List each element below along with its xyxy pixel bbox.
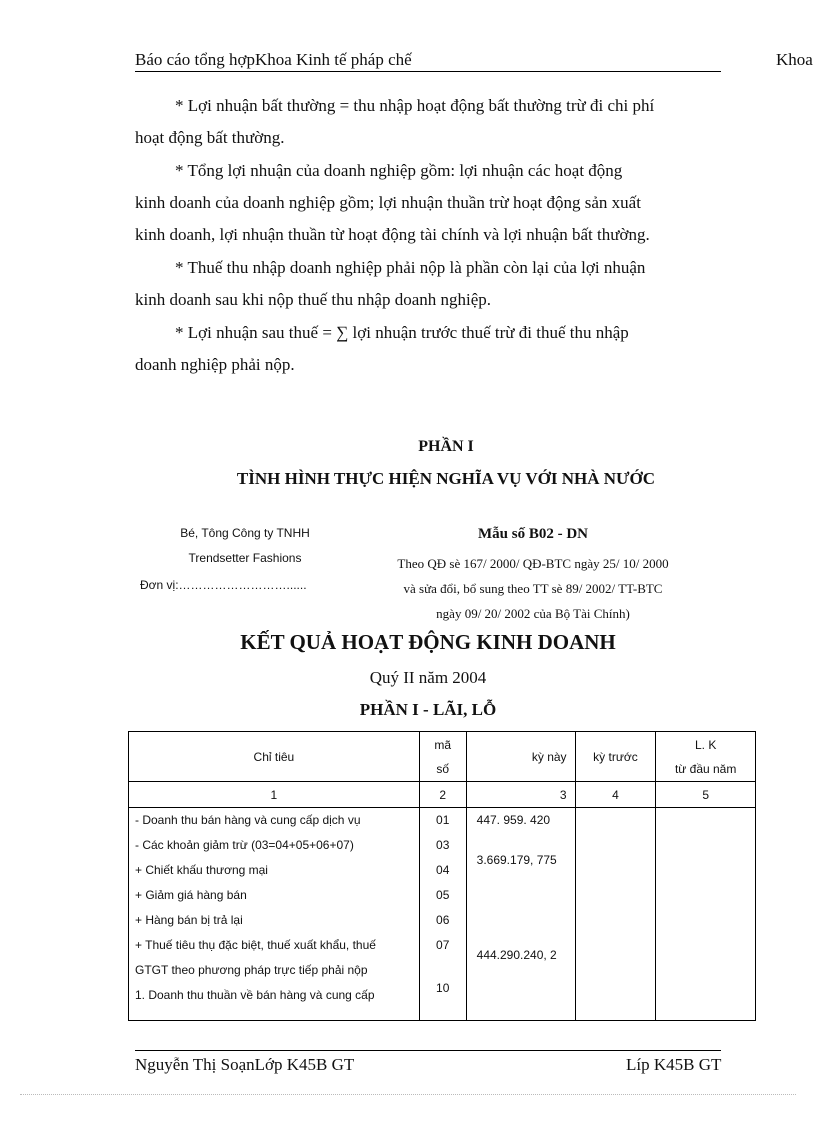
header-divider [135,71,721,72]
paragraph-2 [135,155,718,251]
current-value-cell: 3.669.179, 775 [476,853,557,867]
code-cell: 03 [436,838,450,852]
income-statement-table [128,731,756,1021]
current-value-cell: 447. 959. 420 [476,813,551,827]
paragraph-4-line-2: doanh nghiệp phải nộp. [135,355,295,374]
current-period-column [466,808,575,1021]
unit-line-2: Trendsetter Fashions [188,551,302,565]
paragraph-4-line-1: * Lợi nhuận sau thuế = ∑ lợi nhuận trước thuế trừ đi thuế thu nhập [175,323,629,342]
index-cell: 4 [575,782,656,808]
form-note-3: ngày 09/ 20/ 2002 của Bộ Tài Chính) [436,606,630,621]
code-cell: 10 [436,981,450,995]
paragraph-2-line-1: * Tổng lợi nhuận của doanh nghiệp gồm: lợi nhuận các hoạt động [175,161,623,180]
paragraph-1 [135,90,718,154]
code-cell: 01 [436,813,450,827]
paragraph-3 [135,252,718,316]
header-criteria: Chỉ tiêu [129,732,420,782]
footer-divider [135,1050,721,1051]
paragraph-4 [135,317,718,381]
report-quarter: Quý II năm 2004 [369,668,487,687]
form-note-1: Theo QĐ sè 167/ 2000/ QĐ-BTC ngày 25/ 10/ 2000 [397,556,669,571]
header-ytd-line-2: từ đầu năm [674,761,737,776]
index-cell: 5 [656,782,756,808]
header-current-period: kỳ này [466,732,575,782]
criteria-cell: GTGT theo phương pháp trực tiếp phải nộp [135,963,368,977]
previous-period-column [575,808,656,1021]
current-value-cell: 444.290.240, 2 [476,948,557,962]
paragraph-1-line-2: hoạt động bất thường. [135,128,285,147]
header-code [419,732,466,782]
paragraph-1-line-1: * Lợi nhuận bất thường = thu nhập hoạt động bất thường trừ đi chi phí [175,96,655,115]
header-previous-period: kỳ trước [575,732,656,782]
page-header-right: Khoa [776,50,813,69]
criteria-cell: - Doanh thu bán hàng và cung cấp dịch vụ [135,813,361,827]
header-ytd-line-1: L. K [694,737,717,752]
header-code-line-1: mã [434,737,452,752]
criteria-cell: + Chiết khấu thương mại [135,863,268,877]
criteria-column [129,808,420,1021]
part-title: PHẦN I [418,438,474,455]
header-code-line-2: số [436,761,450,776]
footer-author: Nguyễn Thị SoạnLớp K45B GT [135,1055,355,1074]
code-column [419,808,466,1021]
page-bottom-border [20,1094,796,1095]
paragraph-3-line-1: * Thuế thu nhập doanh nghiệp phải nộp là phần còn lại của lợi nhuận [175,258,646,277]
index-cell: 2 [419,782,466,808]
paragraph-3-line-2: kinh doanh sau khi nộp thuế thu nhập doanh nghiệp. [135,290,492,309]
table-index-row [129,782,756,808]
code-cell: 04 [436,863,450,877]
index-cell: 3 [466,782,575,808]
paragraph-2-line-2: kinh doanh của doanh nghiệp gồm; lợi nhuận thuần trừ hoạt động sản xuất [135,193,641,212]
report-title: KẾT QUẢ HOẠT ĐỘNG KINH DOANH [240,630,616,654]
table-header-row [129,732,756,782]
paragraph-2-line-3: kinh doanh, lợi nhuận thuần từ hoạt động tài chính và lợi nhuận bất thường. [135,225,650,244]
form-note-2: và sửa đổi, bổ sung theo TT sè 89/ 2002/ TT-BTC [403,581,663,596]
criteria-cell: + Thuế tiêu thụ đặc biệt, thuế xuất khẩu, thuế [135,938,376,952]
unit-line-3: Đơn vị:………………………...... [140,578,307,592]
form-number: Mẫu số B02 - DN [477,526,588,542]
criteria-cell: + Giảm giá hàng bán [135,888,247,902]
code-cell: 07 [436,938,450,952]
criteria-cell: 1. Doanh thu thuần về bán hàng và cung cấp [135,988,375,1002]
table-body-row [129,808,756,1021]
criteria-cell: - Các khoản giảm trừ (03=04+05+06+07) [135,838,354,852]
report-section: PHẦN I - LÃI, LỖ [359,700,497,719]
code-cell: 05 [436,888,450,902]
header-year-to-date [656,732,756,782]
index-cell: 1 [129,782,420,808]
footer-class: Líp K45B GT [626,1055,722,1074]
unit-line-1: Bé, Tông Công ty TNHH [180,526,310,540]
code-cell: 06 [436,913,450,927]
part-subtitle: TÌNH HÌNH THỰC HIỆN NGHĨA VỤ VỚI NHÀ NƯỚC [236,469,656,488]
criteria-cell: + Hàng bán bị trả lại [135,913,243,927]
page-header-title: Báo cáo tổng hợpKhoa Kinh tế pháp chế [135,50,412,69]
year-to-date-column [656,808,756,1021]
